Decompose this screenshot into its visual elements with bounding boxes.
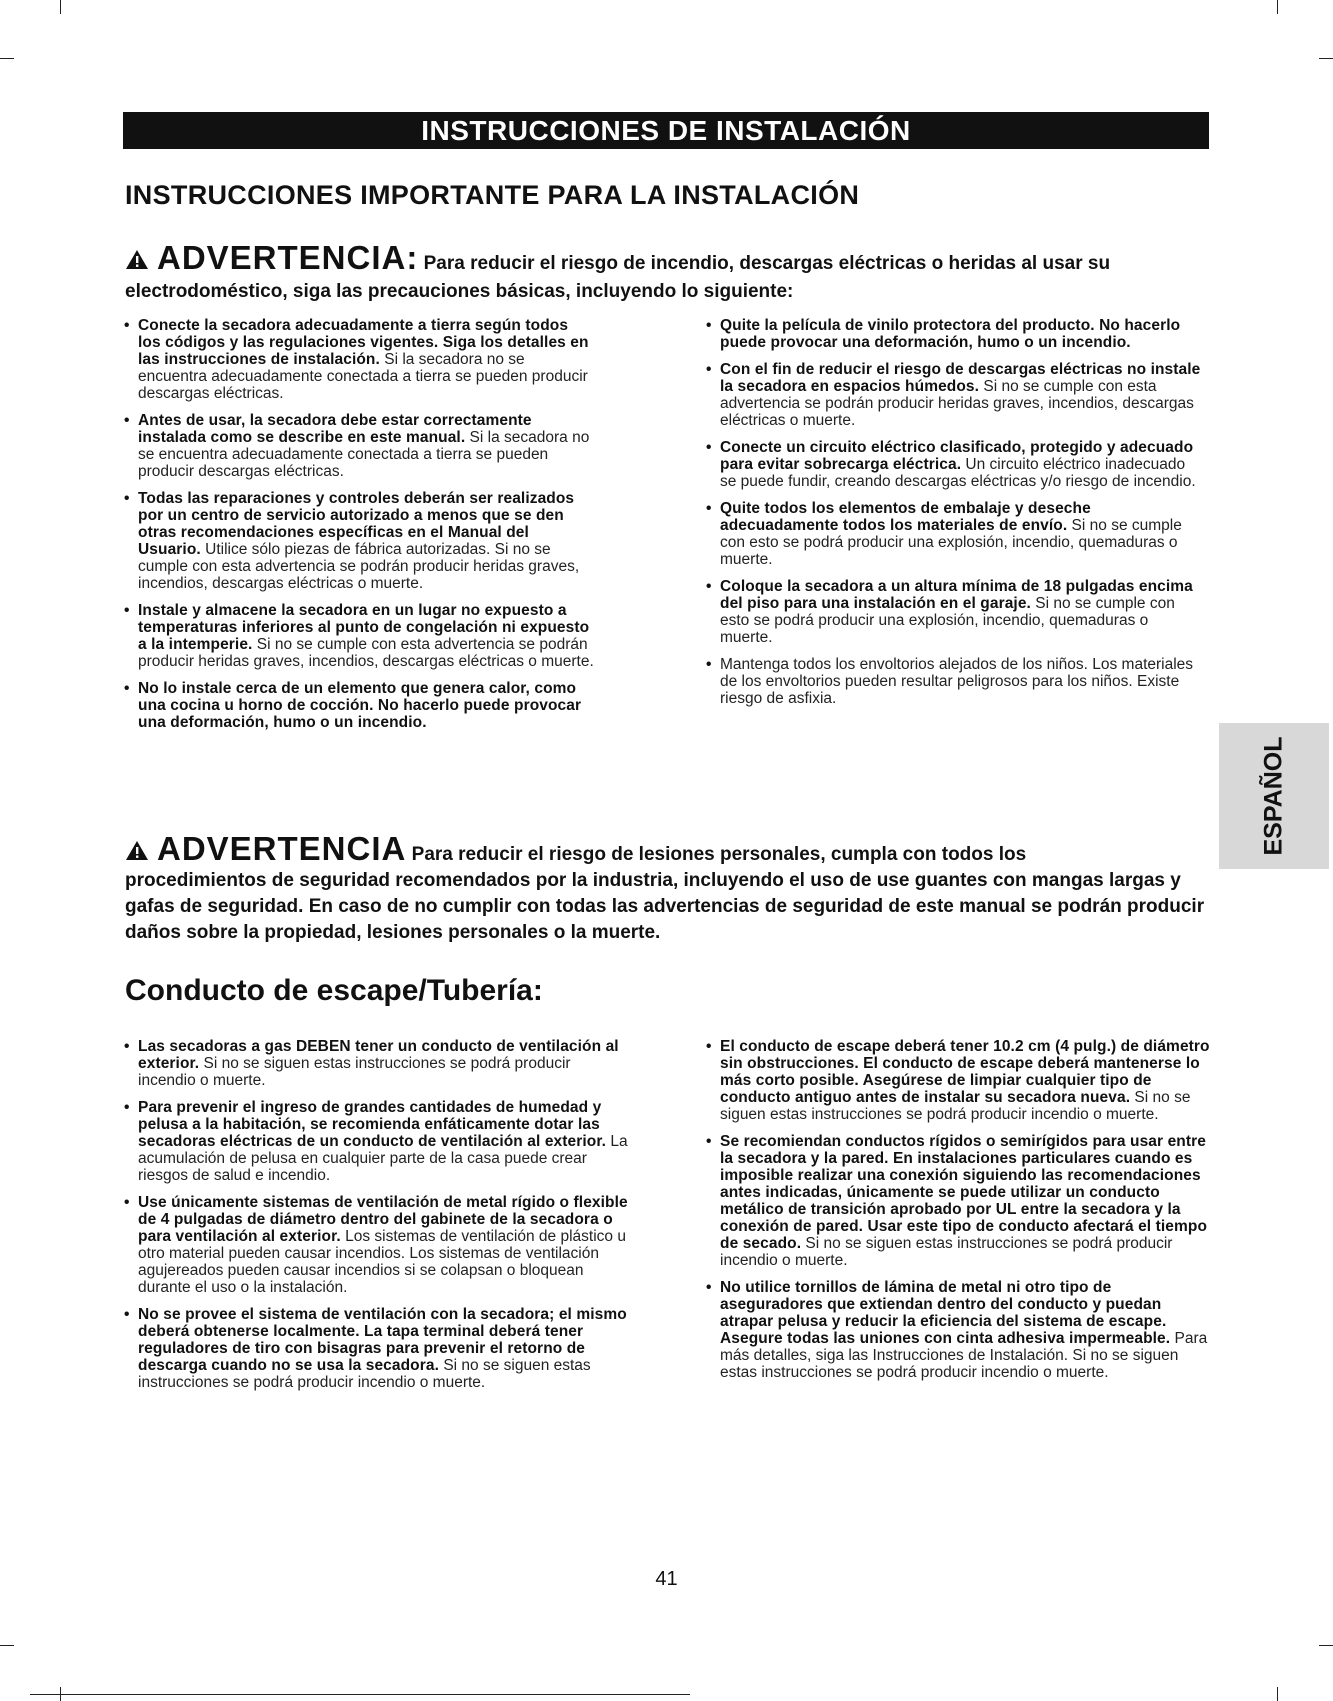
crop-mark bbox=[0, 58, 14, 59]
warning-lead: Para reducir el riesgo de lesiones personales, cumpla con todos los bbox=[411, 844, 1027, 865]
list-item: • Use únicamente sistemas de ventilación de metal rígido o flexible de 4 pulgadas de diámetro dentro del gabinete de la secadora o para ventilación al exterior. Los sistemas de ventilación de plástico u otro material pueden causar incendios. Los sistemas de ventilación agujereados pueden causar incendios si se colapsan o bloquean durante el uso o la instalación. bbox=[124, 1194, 629, 1296]
crop-mark bbox=[0, 1645, 14, 1646]
header-bar-title: INSTRUCCIONES DE INSTALACIÓN bbox=[421, 115, 911, 146]
warning-triangle-icon bbox=[125, 840, 149, 860]
list-item: • Todas las reparaciones y controles deberán ser realizados por un centro de servicio autorizado a menos que se den otras recomendaciones específicas en el Manual del Usuario. Utilice sólo piezas de fábrica autorizadas. Si no se cumple con esta advertencia se podrán producir heridas graves, incendios, descargas eléctricas o muerte. bbox=[124, 490, 594, 592]
column-left-precautions bbox=[124, 317, 594, 741]
list-item: • Mantenga todos los envoltorios alejados de los niños. Los materiales de los envoltorios pueden resultar peligrosos para los niños. Existe riesgo de asfixia. bbox=[706, 656, 1201, 707]
list-item: • No se provee el sistema de ventilación con la secadora; el mismo deberá obtenerse localmente. La tapa terminal deberá tener reguladores de tiro con bisagras para prevenir el retorno de descarga cuando no se usa la secadora. Si no se siguen estas instrucciones se podrá producir incendio o muerte. bbox=[124, 1306, 629, 1391]
list-item: • Para prevenir el ingreso de grandes cantidades de humedad y pelusa a la habitación, se recomienda enfáticamente dotar las secadoras eléctricas de un conducto de ventilación al exterior. La acumulación de pelusa en cualquier parte de la casa puede crear riesgos de salud e incendio. bbox=[124, 1099, 629, 1184]
column-right-exhaust bbox=[706, 1038, 1211, 1391]
list-item: • Coloque la secadora a un altura mínima de 18 pulgadas encima del piso para una instalación en el garaje. Si no se cumple con esto se podrá producir una explosión, incendio, quemaduras o muerte. bbox=[706, 578, 1201, 646]
list-item: • Conecte un circuito eléctrico clasificado, protegido y adecuado para evitar sobrecarga eléctrica. Un circuito eléctrico inadecuado se puede fundir, creando descargas eléctricas y/o riesgo de incendio. bbox=[706, 439, 1201, 490]
language-side-tab bbox=[1219, 723, 1329, 869]
list-item: • Quite todos los elementos de embalaje y deseche adecuadamente todos los materiales de envío. Si no se cumple con esto se podrá producir una explosión, incendio, quemaduras o muerte. bbox=[706, 500, 1201, 568]
list-item: • Conecte la secadora adecuadamente a tierra según todos los códigos y las regulaciones vigentes. Siga los detalles en las instrucciones de instalación. Si la secadora no se encuentra adecuadamente conectada a tierra se pueden producir descargas eléctricas. bbox=[124, 317, 594, 402]
crop-mark bbox=[60, 0, 61, 14]
warning-word: ADVERTENCIA: bbox=[157, 239, 419, 276]
crop-mark bbox=[1319, 1645, 1333, 1646]
list-item: • Instale y almacene la secadora en un lugar no expuesto a temperaturas inferiores al punto de congelación ni expuesto a la intemperie. Si no se cumple con esta advertencia se podrán producir heridas graves, incendios, descargas eléctricas o muerte. bbox=[124, 602, 594, 670]
list-item: • No utilice tornillos de lámina de metal ni otro tipo de aseguradores que extiendan dentro del conducto y puedan atrapar pelusa y reducir la eficiencia del sistema de escape. Asegure todas las uniones con cinta adhesiva impermeable. Para más detalles, siga las Instrucciones de Instalación. Si no se siguen estas instrucciones se podrá producir incendio o muerte. bbox=[706, 1279, 1211, 1381]
bottom-rule bbox=[30, 1694, 690, 1695]
crop-mark bbox=[1319, 58, 1333, 59]
column-left-exhaust bbox=[124, 1038, 629, 1401]
warning-block-2 bbox=[125, 830, 1215, 946]
list-item: • Quite la película de vinilo protectora del producto. No hacerlo puede provocar una deformación, humo o un incendio. bbox=[706, 317, 1201, 351]
crop-mark bbox=[1277, 0, 1278, 14]
list-item: • El conducto de escape deberá tener 10.2 cm (4 pulg.) de diámetro sin obstrucciones. El conducto de escape deberá mantenerse lo más corto posible. Asegúrese de limpiar cualquier tipo de conducto antiguo antes de instalar su secadora nueva. Si no se siguen estas instrucciones se podrá producir incendio o muerte. bbox=[706, 1038, 1211, 1123]
column-right-precautions bbox=[706, 317, 1201, 717]
warning-word: ADVERTENCIA bbox=[157, 830, 407, 867]
warning-text: procedimientos de seguridad recomendados por la industria, incluyendo el uso de use guantes con mangas largas y gafas de seguridad. En caso de no cumplir con todas las advertencias de seguridad de este manual se podrán producir daños sobre la propiedad, lesiones personales o la muerte. bbox=[125, 870, 1205, 943]
list-item: • Se recomiendan conductos rígidos o semirígidos para usar entre la secadora y la pared. En instalaciones particulares cuando es imposible realizar una conexión siguiendo las recomendaciones antes indicadas, únicamente se puede utilizar un conducto metálico de transición aprobado por UL entre la secadora y la conexión de pared. Usar este tipo de conducto afectará el tiempo de secado. Si no se siguen estas instrucciones se podrá producir incendio o muerte. bbox=[706, 1133, 1211, 1269]
subsection-title: Conducto de escape/Tubería: bbox=[125, 974, 543, 1007]
header-bar bbox=[123, 112, 1209, 149]
language-tab-label: ESPAÑOL bbox=[1259, 736, 1288, 856]
warning-text: electrodoméstico, siga las precauciones básicas, incluyendo lo siguiente: bbox=[125, 281, 794, 302]
warning-block-1 bbox=[125, 239, 1215, 306]
list-item: • Las secadoras a gas DEBEN tener un conducto de ventilación al exterior. Si no se siguen estas instrucciones se podrá producir incendio o muerte. bbox=[124, 1038, 629, 1089]
crop-mark bbox=[1277, 1687, 1278, 1701]
list-item: • Con el fin de reducir el riesgo de descargas eléctricas no instale la secadora en espacios húmedos. Si no se cumple con esta advertencia se podrán producir heridas graves, incendios, descargas eléctricas o muerte. bbox=[706, 361, 1201, 429]
page-number: 41 bbox=[655, 1568, 678, 1590]
warning-triangle-icon bbox=[125, 249, 149, 269]
list-item: • No lo instale cerca de un elemento que genera calor, como una cocina u horno de cocción. No hacerlo puede provocar una deformación, humo o un incendio. bbox=[124, 680, 594, 731]
section-title: INSTRUCCIONES IMPORTANTE PARA LA INSTALACIÓN bbox=[125, 180, 860, 210]
list-item: • Antes de usar, la secadora debe estar correctamente instalada como se describe en este manual. Si la secadora no se encuentra adecuadamente conectada a tierra se pueden producir descargas eléctricas. bbox=[124, 412, 594, 480]
warning-lead: Para reducir el riesgo de incendio, descargas eléctricas o heridas al usar su bbox=[423, 253, 1111, 274]
